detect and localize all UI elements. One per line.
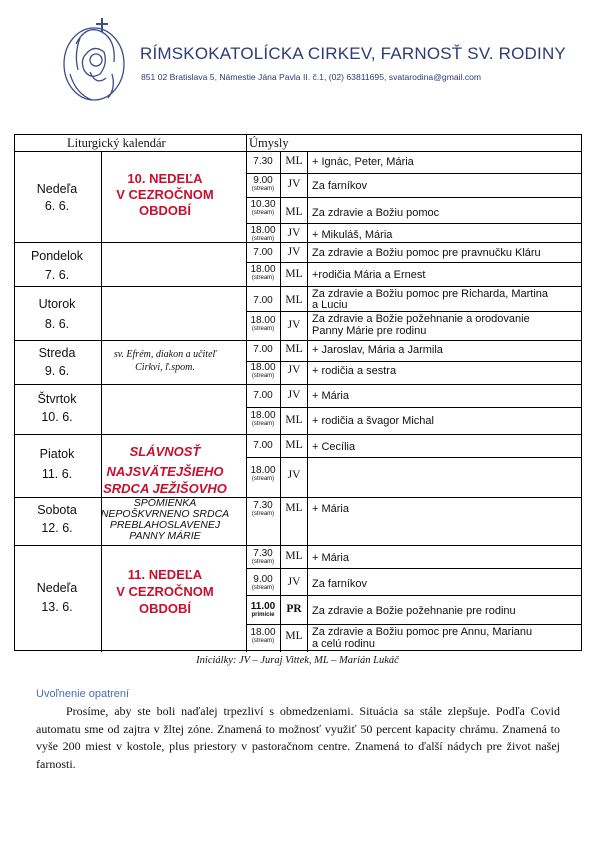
celebrant: ML (285, 439, 303, 451)
mass-time: 18.00 (stream) (250, 627, 276, 644)
mass-time: 7.30 (stream) (251, 548, 275, 565)
feast-line: PREBLAHOSLAVENEJ (109, 519, 221, 531)
mass-time: 18.00 (stream) (250, 264, 276, 281)
mass-time: 11.00 primície (250, 601, 276, 618)
feast-line: Cirkvi, ľ.spom. (135, 362, 195, 373)
intention: Za zdravie a Božie požehnanie a orodovanie (312, 313, 530, 325)
intention: Panny Márie pre rodinu (312, 325, 427, 337)
intention: Za farníkov (312, 578, 368, 590)
intention: + rodičia a švagor Michal (312, 415, 434, 427)
mass-time: 7.30 (253, 156, 273, 167)
day-name: Sobota (37, 503, 77, 517)
celebrant: JV (287, 319, 301, 331)
celebrant: PR (286, 603, 302, 615)
mass-time: 7.00 (253, 247, 273, 258)
day-date: 10. 6. (41, 410, 73, 424)
mass-time: 18.00 (stream) (250, 410, 276, 427)
parish-address: 851 02 Bratislava 5, Námestie Jána Pavla II. č.1, (02) 63811695, svatarodina@gmail.com (141, 72, 482, 82)
mass-time: 7.00 (253, 295, 273, 306)
mass-time: 7.00 (253, 344, 273, 355)
intention: Za farníkov (312, 180, 368, 192)
celebrant: JV (287, 389, 301, 401)
celebrant: ML (285, 502, 303, 514)
celebrant: ML (285, 206, 303, 218)
feast-line: 10. NEDEĽA (127, 171, 203, 186)
celebrant: JV (287, 178, 301, 190)
parish-logo (56, 14, 134, 106)
day-date: 8. 6. (44, 317, 70, 331)
celebrant: JV (287, 246, 301, 258)
intention: a Luciu (312, 299, 348, 311)
mass-time: 18.00 (stream) (250, 315, 276, 332)
feast-line: NAJSVÄTEJŠIEHO (106, 464, 224, 479)
feast-line: V CEZROČNOM (116, 187, 214, 202)
feast-line: PANNY MÁRIE (129, 530, 201, 542)
day-name: Nedeľa (36, 182, 78, 196)
mass-time: 18.00 (stream) (250, 225, 276, 242)
day-name: Nedeľa (36, 581, 78, 595)
intention: + rodičia a sestra (312, 365, 397, 377)
intention: Za zdravie a Božiu pomoc (312, 207, 440, 219)
mass-time: 18.00 (stream) (250, 465, 276, 482)
intention: + Cecília (312, 441, 356, 453)
mass-time: 7.00 (253, 440, 273, 451)
day-date: 11. 6. (41, 467, 73, 481)
celebrant: JV (287, 227, 301, 239)
feast-line: SRDCA JEŽIŠOVHO (103, 481, 227, 496)
feast-line: 11. NEDEĽA (127, 567, 203, 582)
intention: + Mária (312, 390, 349, 402)
mass-time: 7.30 (stream) (251, 500, 275, 517)
mass-time: 10.30 (stream) (250, 199, 276, 216)
day-date: 9. 6. (44, 364, 70, 378)
feast-line: SLÁVNOSŤ (129, 444, 201, 459)
feast-line: sv. Efrém, diakon a učiteľ (113, 349, 217, 360)
day-name: Pondelok (30, 249, 84, 263)
mass-time: 18.00 (stream) (250, 362, 276, 379)
feast-line: SPOMIENKA (133, 497, 197, 509)
intention: + Jaroslav, Mária a Jarmila (312, 344, 443, 356)
celebrant: JV (287, 364, 301, 376)
day-name: Štvrtok (37, 392, 77, 406)
feast-line: OBDOBÍ (139, 601, 191, 616)
intention: + Mikuláš, Mária (312, 229, 393, 241)
day-date: 6. 6. (44, 199, 70, 213)
parish-title: RÍMSKOKATOLÍCKA CIRKEV, FARNOSŤ SV. RODINY (140, 44, 566, 63)
mass-time: 9.00 (stream) (251, 574, 275, 591)
mass-time: 9.00 (stream) (251, 175, 275, 192)
section-text: Prosíme, aby ste boli naďalej trpezliví s obmedzeniami. Situácia sa stále zlepšuje. Podľa Covid automatu sme od zajtra v žltej zóne. Znamená to možnosť využiť 50 percent kapacity chrámu. Znamená to vyše 200 miest v kostole, plus priestory v pastoračnom centre. Znamená to ďalší nádych pre život našej farnosti. (36, 704, 560, 771)
intention: Za zdravie a Božie požehnanie pre rodinu (312, 605, 516, 617)
celebrant: ML (285, 294, 303, 306)
feast-line: V CEZROČNOM (116, 584, 214, 599)
day-date: 7. 6. (44, 268, 70, 282)
intention: a celú rodinu (312, 638, 375, 650)
intention: Za zdravie a Božiu pomoc pre Annu, Marianu (312, 626, 533, 638)
celebrant: ML (285, 630, 303, 642)
header-intentions: Úmysly (249, 136, 289, 150)
celebrant: ML (285, 550, 303, 562)
day-name: Piatok (39, 447, 75, 461)
intention: +rodičia Mária a Ernest (312, 269, 426, 281)
header-calendar: Liturgický kalendár (67, 136, 166, 150)
liturgical-table (14, 134, 582, 651)
feast-line: OBDOBÍ (139, 203, 191, 218)
celebrant: ML (285, 155, 303, 167)
initials-note: Iniciálky: JV – Juraj Vittek, ML – Marián Lukáč (196, 655, 399, 666)
intention: + Mária (312, 503, 349, 515)
celebrant: ML (285, 414, 303, 426)
feast-line: NEPOŠKVRNENO SRDCA (100, 508, 230, 520)
intention: Za zdravie a Božiu pomoc pre pravnučku Kláru (312, 247, 541, 259)
mass-time: 7.00 (253, 390, 273, 401)
celebrant: ML (285, 268, 303, 280)
celebrant: ML (285, 343, 303, 355)
intention: + Mária (312, 552, 349, 564)
day-name: Streda (38, 346, 76, 360)
day-date: 12. 6. (41, 521, 73, 535)
celebrant: JV (287, 469, 301, 481)
day-name: Utorok (38, 297, 76, 311)
section-title: Uvoľnenie opatrení (36, 688, 130, 700)
celebrant: JV (287, 576, 301, 588)
day-date: 13. 6. (41, 600, 73, 614)
intention: + Ignác, Peter, Mária (312, 156, 414, 168)
intention: Za zdravie a Božiu pomoc pre Richarda, Martina (312, 288, 548, 300)
